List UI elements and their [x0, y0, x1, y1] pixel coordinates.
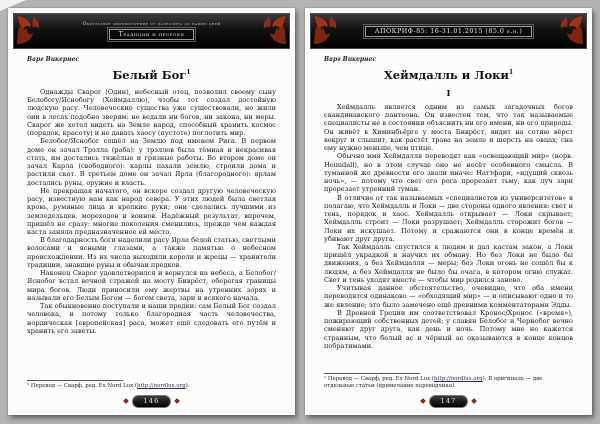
body-paragraph: Обычно имя Хеймдалля переводят как «освещающий мир» (норв. Heimdall), но в этом случае оно не несёт особенного смысла. В туманной же древности его звали иначе: Наттфари, «идущий сквозь ночь», — потому что свет его рога прорезает тьму, как луч зари прорезает утренний туман. — [324, 152, 573, 194]
body-paragraph: В благодарность боги наделили расу Ярла белой статью, светлыми волосами и ясными глазами, а также памятью о небесном происхождении. Из их числа выходили короли и жрецы — хранители традиции, знавшие руны и обычаи предков. — [27, 236, 276, 269]
flame-ornament-icon — [16, 15, 42, 45]
flame-ornament-icon — [558, 15, 584, 45]
footnote-prefix: ¹ Перевод — Сварф, ред. Ex Nord Lux ( — [27, 382, 137, 389]
article-title-text: Хеймдалль и Локи — [383, 68, 509, 82]
diamond-ornament-icon — [471, 398, 477, 404]
body-paragraph: Белобог/Яснобог сошёл на Землю под именем Рига. В первом доме он зачал Трэлла (раба): у трэллов была тёмная и некрасивая стать, им достались тяжёлые и грязные работы. Во втором доме он зачал Карла (свободного): карлы пахали землю, строили дома и растили скот. В третьем доме он зачал Ярла (благородного): ярлам достались руны, оружие и власть. — [27, 137, 276, 187]
left-page — [8, 8, 295, 415]
footnote-suffix: ). В оригинале — две отдельные статьи (примечание переводчика). — [324, 375, 543, 389]
body-paragraph: Так обыкновенно поступали и наши предки: сам Белый Бог создал человека, и потому только благородная часть человечества, нордическая [европейская] раса, может ещё следовать его путём и хранить его заветы. — [27, 302, 276, 335]
footnote-block — [27, 376, 276, 393]
article-title — [324, 68, 573, 82]
article-title — [27, 68, 276, 82]
page-footer — [310, 393, 587, 409]
page-number-badge: 147 — [429, 395, 467, 408]
footnote-link[interactable]: http://nordlux.org — [136, 382, 186, 389]
page-body — [13, 49, 290, 393]
footnote-prefix: ¹ Перевод — Сварф, ред. Ex Nord Lux ( — [324, 375, 434, 382]
footnote-text — [324, 376, 573, 390]
footnote-block — [324, 369, 573, 393]
page-number-badge: 146 — [132, 395, 170, 408]
article-title-text: Белый Бог — [112, 68, 187, 82]
body-paragraph: Наконец Сварог удовлетворился и вернулся на небеса, а Белобог/Яснобог встал вечной стражей на мосту Биврёст, оберегая границы мира богов. Люди приносили ему жертвы на утренних зорях и называли его Белым Богом — богом света, зари и всякого начала. — [27, 269, 276, 302]
body-paragraph: Не прекращая начатого, он вскоре создал другую человеческую расу, известную нам как народ севера. У этих людей была светлая кровь, румяные лица и крепкие руки; они сделались лучшими из земледельцев, мореходов и воинов. Надёжный результат, впрочем, пришёл не сразу: многие поколения сменились, прежде чем каждая каста заняла предназначенное ей место. — [27, 186, 276, 236]
footnote-rule — [324, 373, 420, 374]
rubric-label: Традиции и пророки — [109, 29, 195, 40]
running-title: Оккультное мировоззрение от палеолита до наших дней — [82, 22, 221, 27]
body-paragraph: Однажды Сварог (Один), небесный отец, позволил своему сыну Белобогу/Яснобогу (Хеймдаллю), чтобы тот создал достойную людскую расу. Человеческие существа уже существовали, но жили они в лесах подобно зверям: не ведали ни богов, ни закона, ни меры. Сварог же хотел видеть на Земле народ, способный хранить космос (порядок, красоту) и не давать хаосу (пустоте) поглотить мир. — [27, 88, 276, 138]
author-line: Варг Викернес — [324, 56, 376, 63]
author-line: Варг Викернес — [27, 56, 79, 63]
footnote-rule — [27, 380, 123, 381]
flame-ornament-icon — [313, 15, 339, 45]
footnote-link[interactable]: http://nordlux.org — [433, 375, 483, 382]
diamond-ornament-icon — [124, 398, 130, 404]
footnote-text — [27, 383, 276, 390]
diamond-ornament-icon — [421, 398, 427, 404]
body-paragraph: Хеймдалль является одним из самых загадочных богов скандинавского пантеона. Он известен тем, что так называемые специалисты не в состоянии объяснить ни его имени, ни его природы. Он живёт в Химинбьёрге у моста Биврёст, видит на сотню вёрст вокруг и слышит, как растёт трава на земле и шерсть на овцах; сна ему нужно меньше, чем птице. — [324, 103, 573, 153]
footnote-mark: 1 — [508, 69, 514, 77]
issue-header-label: АПОКРИФ-85: 16-31.01.2015 (85.0 е.н.) — [365, 26, 533, 37]
section-heading: I — [446, 89, 451, 99]
diamond-ornament-icon — [174, 398, 180, 404]
body-paragraph: В отличие от так называемых «специалистов из университетов» я полагаю, что Хеймдалль и Локи — две стороны одного явления: свет и тень, порядок и хаос. Хеймдалль открывает — Локи скрывает; Хеймдалль строит — Локи разрушает; Хеймдалль сторожит богов — Локи их искушает. Потому и сражаются они в конце времён и убивают друг друга. — [324, 193, 573, 243]
footnote-mark: 1 — [186, 69, 191, 77]
body-paragraph: В Древней Греции им соответствовал Кронос/Хронос («время»), пожирающий собственных детей; у славян Белобог и Чернобог вечно сменяют друг друга, как день и ночь. Потому мне не кажется странным, что белый ас и чёрный ас оказываются в конце концов побратимами. — [324, 308, 573, 350]
body-paragraph: Учитывая данное обстоятельство, очевидно, что оба имени переводятся одинаково — «обходящий мир» — и описывают одно и то же явление; это было замечено ещё древними комментаторами Эдды. — [324, 284, 573, 309]
page-body — [310, 49, 587, 393]
footnote-suffix: ). — [185, 382, 190, 389]
body-paragraph: Так Хеймдалль спустился к людям и дал кастам закон, а Локи пришёл украдкой и научил их обману. Но без Локи не было бы движения, а без Хеймдалля — меры; без Локи огонь не сошёл бы к людям, а без Хеймдалля не было бы очага, в котором огню служат. Свет и тень уходят вместе — чтобы мир родился заново. — [324, 242, 573, 284]
page-header-band — [310, 13, 587, 49]
flame-ornament-icon — [261, 15, 287, 45]
page-header-band — [13, 13, 290, 49]
right-page — [305, 8, 592, 415]
page-footer — [13, 393, 290, 409]
